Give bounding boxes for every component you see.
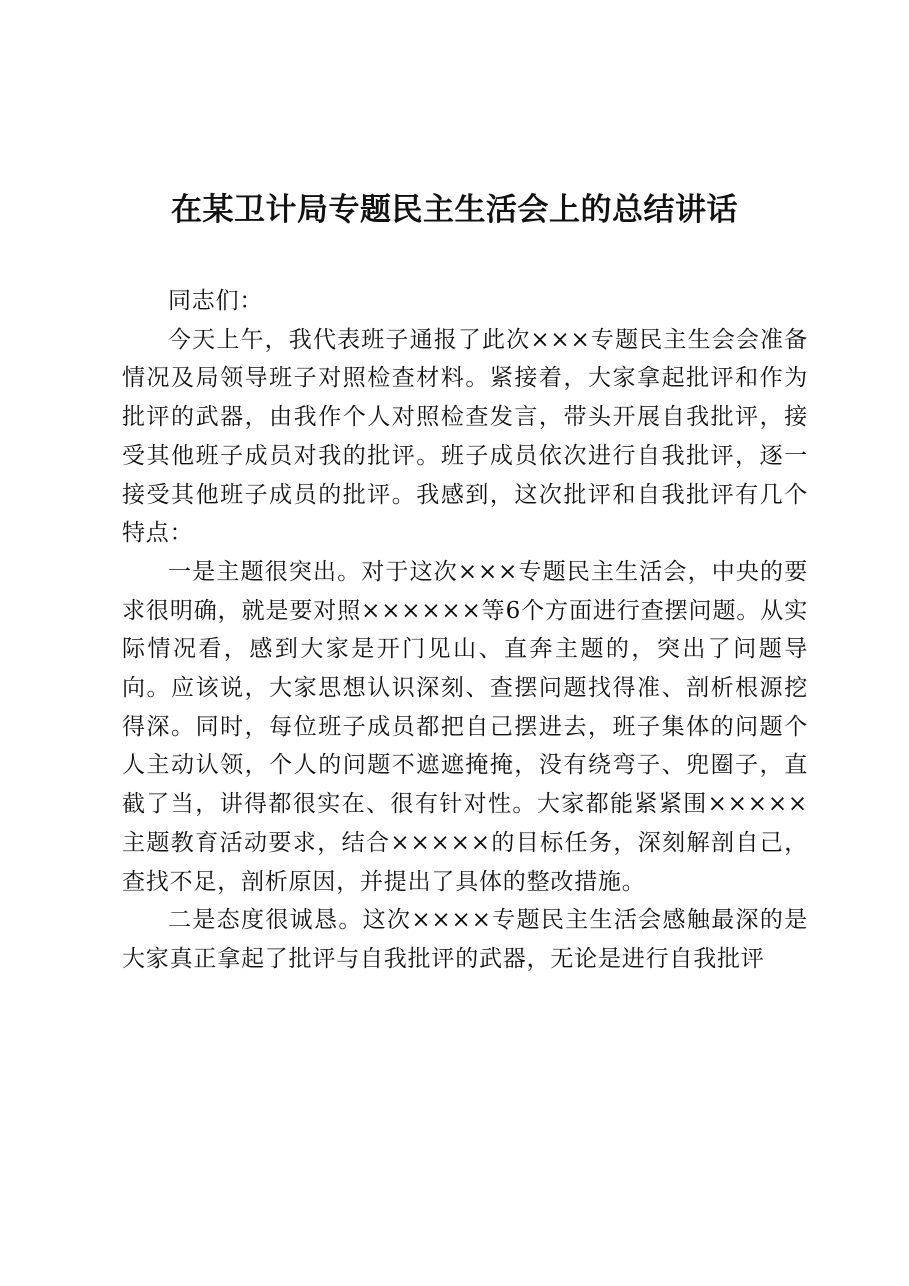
- paragraph-point-two: 二是态度很诚恳。这次××××专题民主生活会感触最深的是大家真正拿起了批评与自我批评的武器，无论是进行自我批评: [122, 907, 808, 972]
- paragraph-salutation: 同志们：: [168, 288, 264, 314]
- document-body: [122, 282, 808, 979]
- paragraph-point-one: 一是主题很突出。对于这次×××专题民主生活会，中央的要求很明确，就是要对照××××××等6个方面进行查摆问题。从实际情况看，感到大家是开门见山、直奔主题的，突出了问题导向。应该说，大家思想认识深刻、查摆问题找得准、剖析根源挖得深。同时，每位班子成员都把自己摆进去，班子集体的问题个人主动认领，个人的问题不遮遮掩掩，没有绕弯子、兜圈子，直截了当，讲得都很实在、很有针对性。大家都能紧紧围×××××主题教育活动要求，结合×××××的目标任务，深刻解剖自己，查找不足，剖析原因，并提出了具体的整改措施。: [122, 558, 808, 895]
- paragraph-intro: 今天上午，我代表班子通报了此次×××专题民主生会会准备情况及局领导班子对照检查材料。紧接着，大家拿起批评和作为批评的武器，由我作个人对照检查发言，带头开展自我批评，接受其他班子成员对我的批评。班子成员依次进行自我批评，逐一接受其他班子成员的批评。我感到，这次批评和自我批评有几个特点：: [122, 326, 808, 547]
- document-title: 在某卫计局专题民主生活会上的总结讲话: [171, 192, 738, 228]
